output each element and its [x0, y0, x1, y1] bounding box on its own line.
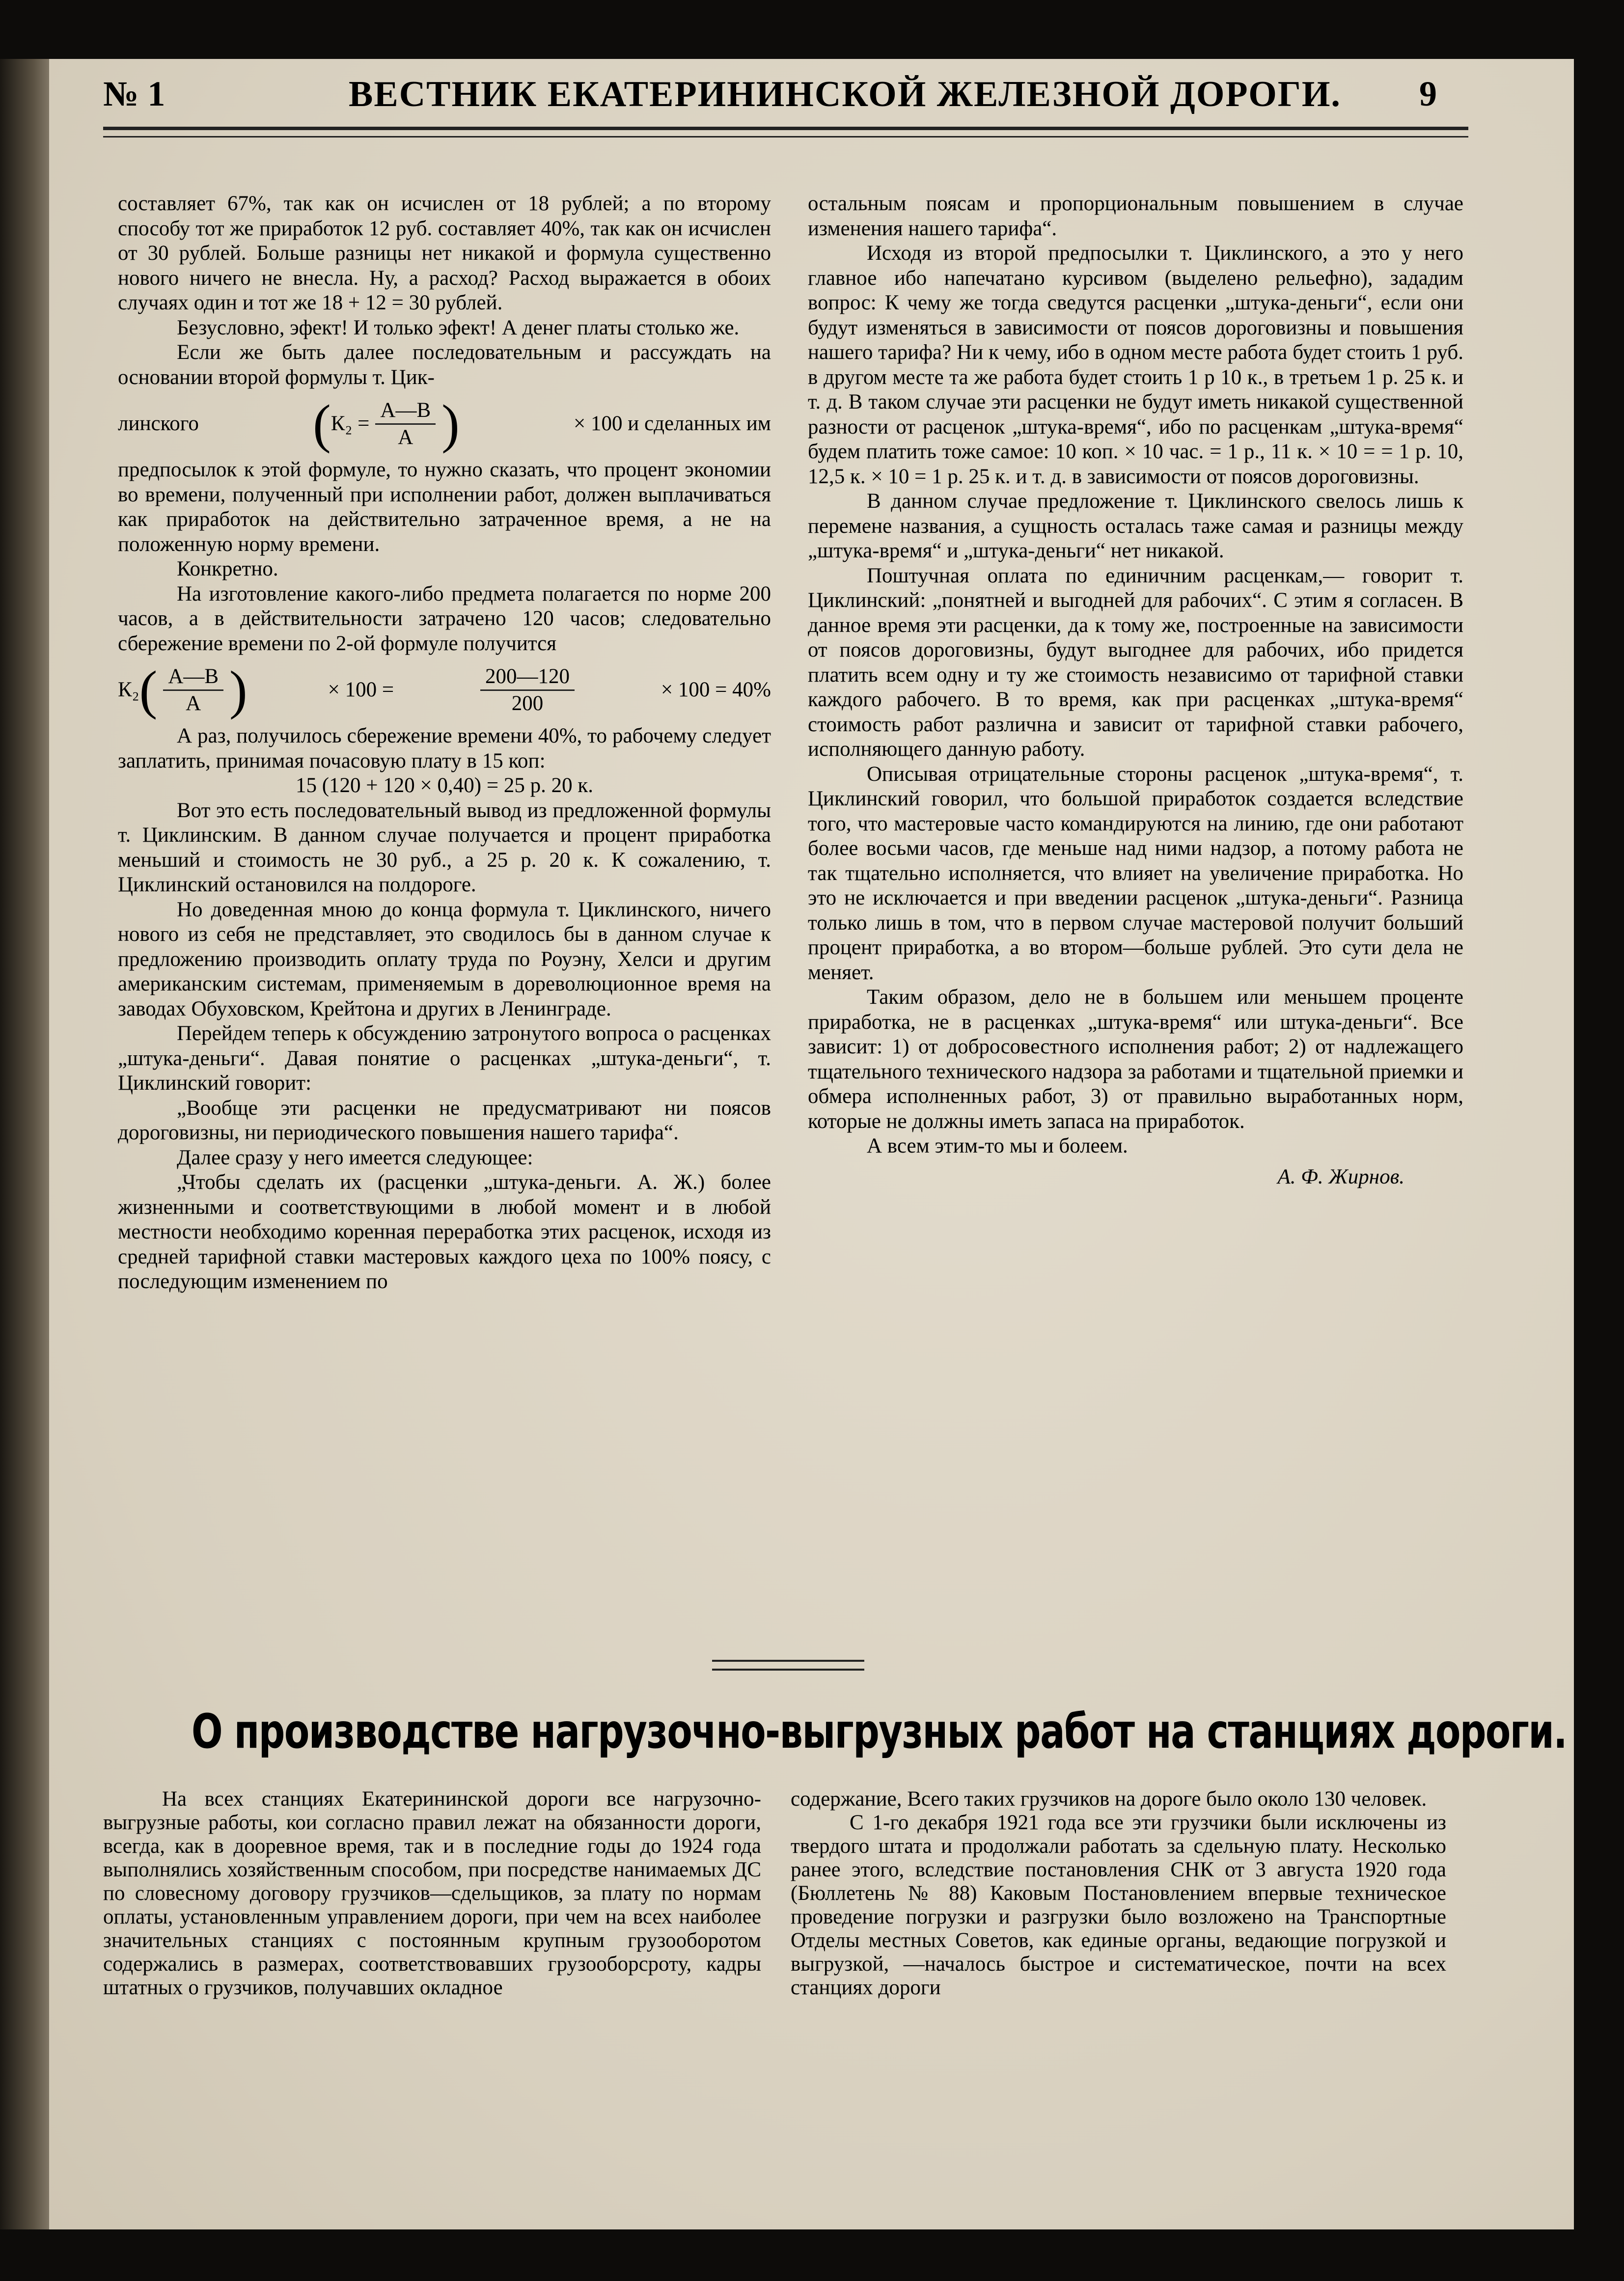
paragraph: составляет 67%, так как он исчислен от 18 рублей; а по второму способу тот же приработок 12 руб. составляет 40%, так как он исчислен от 30 рублей. Больше разницы нет никакой и формула существенно нового ничего не внесла. Ну, а расход? Расход выражается в обоих случаях один и тот же 18 + 12 = 30 рублей. [118, 192, 771, 314]
section-separator [712, 1660, 864, 1671]
fraction [163, 664, 223, 716]
fraction-numerator: А—В [375, 398, 436, 425]
formula-mid: × 100 = [328, 678, 394, 701]
paragraph: Исходя из второй предпосылки т. Циклинского, а это у него главное ибо напечатано курсивом (выделено рельефно), зададим вопрос: К чему же тогда сведутся расценки „штука-деньги“, если они будут изменяться в зависимости от поясов дороговизны и повышения нашего тарифа? Ни к чему, ибо в одном месте работа будет стоить 1 руб. в другом месте та же работа будет стоить 1 р 10 к., в третьем 1 р. 25 к. и т. д. В таком случае эти расценки не будут иметь никакой существенной разности от расценок „штука-время“, ибо по расценкам „штука-время“ будем платить тоже самое: 10 коп. × 10 час. = 1 р., 11 к. × 10 = = 1 р. 10, 12,5 к. × 10 = 1 р. 25 к. и т. д. в зависимости от поясов дороговизны. [808, 242, 1463, 488]
paragraph: предпосылок к этой формуле, то нужно сказать, что процент экономии во времени, полученный при исполнении работ, должен выплачиваться как приработок на действительно затраченное время, а не на положенную норму времени. [118, 458, 771, 556]
quote: „Чтобы сделать их (расценки „штука-деньги. А. Ж.) более жизненными и соответствующими в любой момент и в любой местности необходимо коренная переработка этих расценок, исходя из средней тарифной ставки мастеровых каждого цеха по 100% поясу, с последующим изменением по [118, 1171, 771, 1293]
author-signature: А. Ф. Жирнов. [1277, 1165, 1404, 1188]
fraction-denominator: А [398, 425, 413, 449]
paragraph: Перейдем теперь к обсуждению затронутого вопроса о расценках „штука-деньги“. Давая понятие о расценках „штука-деньги“, т. Циклинский говорит: [118, 1022, 771, 1095]
journal-title: ВЕСТНИК ЕКАТЕРИНИНСКОЙ ЖЕЛЕЗНОЙ ДОРОГИ. [349, 74, 1341, 114]
scan-background [0, 2229, 1624, 2281]
formula-left-text: линского [118, 412, 199, 435]
formula-k2 [118, 394, 771, 454]
fraction-numerator: А—В [163, 664, 223, 691]
paragraph: содержание, Всего таких грузчиков на дороге было около 130 человек. [791, 1787, 1427, 1811]
fraction-denominator: 200 [511, 691, 544, 715]
paragraph: Но доведенная мною до конца формула т. Циклинского, ничего нового из себя не представляет, это сводилось бы в данном случае к предложению производить оплату труда по Роуэну, Хелси и другим американским системам, применяемым в дореволюционное время на заводах Обуховском, Крейтона и других в Ленинграде. [118, 898, 771, 1020]
fraction [375, 398, 436, 450]
paragraph: Поштучная оплата по единичним расценкам,— говорит т. Циклинский: „понятней и выгодней для рабочих“. С этим я согласен. В данное время эти расценки, да к тому же, построенные на зависимости от поясов дороговизны, будут выгоднее для рабочих, ибо придется платить всем одну и ту же стоимость независимо от тарифной ставки каждого рабочего. В то время, как при расценках „штука-время“ стоимость работ различна и зависит от тарифной ставки рабочего, исполняющего данную работу. [808, 564, 1463, 761]
paragraph: Описывая отрицательные стороны расценок „штука-время“, т. Циклинский говорил, что большой приработок создается вследствие того, что мастеровые часто командируются на линию, где они работают более восьми часов, где меньше над ними надзор, а потому работа не так тщательно исполняется, что влияет на увеличение приработка. Но это не исключается и при введении расценок „штука-деньги“. Разница только лишь в том, что в первом случае мастеровой получит больший процент приработка, а во втором—больше рублей. Это сути дела не меняет. [808, 762, 1463, 984]
paragraph: На всех станциях Екатерининской дороги все нагрузочно-выгрузные работы, кои согласно правил лежат на обязанности дороги, всегда, как в дооревное время, так и в последние годы до 1924 года выполнялись хозяйственным способом, при посредстве нанимаемых ДС по словесному договору грузчиков—сдельщиков, за плату по нормам оплаты, установленным управлением дороги, при чем на всех наиболее значительных станциях с постоянным крупным грузооборотом содержались в размерах, соответствовавших грузооборсроту, кадры штатных о грузчиков, получавших окладное [103, 1787, 761, 1999]
paragraph: С 1-го декабря 1921 года все эти грузчики были исключены из твердого штата и продолжали работать за сдельную плату. Несколько ранее этого, вследствие постановления СНК от 3 августа 1920 года (Бюллетень № 88) Каковым Постановлением впервые техническое проведение погрузки и разгрузки было возложено на Транспортные Отделы местных Советов, как единые органы, ведающие погрузкой и выгрузкой, —началось быстрое и систематическое, почти на всех станциях дороги [791, 1811, 1446, 1999]
equation-line: 15 (120 + 120 × 0,40) = 25 р. 20 к. [295, 774, 594, 797]
paragraph: Вот это есть последовательный вывод из предложенной формулы т. Циклинским. В данном случае получается и процент приработка меньший и стоимость не 30 руб., а 25 р. 20 к. К сожалению, т. Циклинский остановился на полдороге. [118, 798, 771, 896]
fraction [480, 664, 575, 716]
header-rule [103, 127, 1468, 137]
paren-open: ( [313, 394, 331, 454]
article-title: О производстве нагрузочно-выгрузных работ на станциях дороги. [192, 1704, 1567, 1759]
paragraph: Если же быть далее последовательным и рассуждать на основании второй формулы т. Цик- [118, 341, 771, 389]
page-number: 9 [1419, 74, 1437, 113]
paren-close: ) [441, 394, 460, 454]
fraction-numerator: 200—120 [480, 664, 575, 691]
paragraph: На изготовление какого-либо предмета полагается по норме 200 часов, а в действительности затрачено 120 часов; следовательно сбережение времени по 2-ой формуле получится [118, 582, 771, 655]
paragraph: А раз, получилось сбережение времени 40%, то рабочему следует заплатить, принимая почасовую плату в 15 коп: [118, 724, 771, 772]
paragraph: Безусловно, эфект! И только эфект! А денег платы столько же. [177, 316, 740, 339]
fraction-denominator: А [186, 691, 201, 715]
paragraph: В данном случае предложение т. Циклинского свелось лишь к перемене названия, а сущность осталась таже самая и разницы между „штука-время“ и „штука-деньги“ нет никакой. [808, 490, 1463, 562]
formula-k: К₂ [118, 678, 139, 701]
page-header [103, 74, 1468, 128]
formula-calculation [118, 660, 771, 720]
paragraph: остальным поясам и пропорциональным повышением в случае изменения нашего тарифа“. [808, 192, 1463, 240]
issue-number: № 1 [103, 74, 165, 113]
right-column [808, 192, 1463, 1189]
article-right-column [791, 1787, 1446, 2000]
left-column [118, 192, 771, 1294]
paragraph: Далее сразу у него имеется следующее: [177, 1146, 533, 1169]
paragraph: Конкретно. [177, 557, 278, 580]
article-left-column [103, 1787, 761, 2000]
formula-result: × 100 = 40% [661, 678, 771, 701]
quote: „Вообще эти расценки не предусматривают ни поясов дороговизны, ни периодического повышения нашего тарифа“. [118, 1096, 771, 1144]
paren-close: ) [229, 660, 248, 720]
paragraph: Таким образом, дело не в большем или меньшем проценте приработка, не в расценках „штука-время“ или штука-деньги“. Все зависит: 1) от добросовестного исполнения работ; 2) от надлежащего тщательного технического надзора за работами и тщательной приемки и обмера исполненных работ, 3) от правильно выработанных норм, которые не должны иметь запаса на приработок. [808, 986, 1463, 1133]
paragraph: А всем этим-то мы и болеем. [867, 1134, 1128, 1157]
paren-open: ( [139, 660, 158, 720]
formula-right-text: × 100 и сделанных им [573, 412, 771, 435]
formula-k: К₂ = [330, 412, 370, 435]
